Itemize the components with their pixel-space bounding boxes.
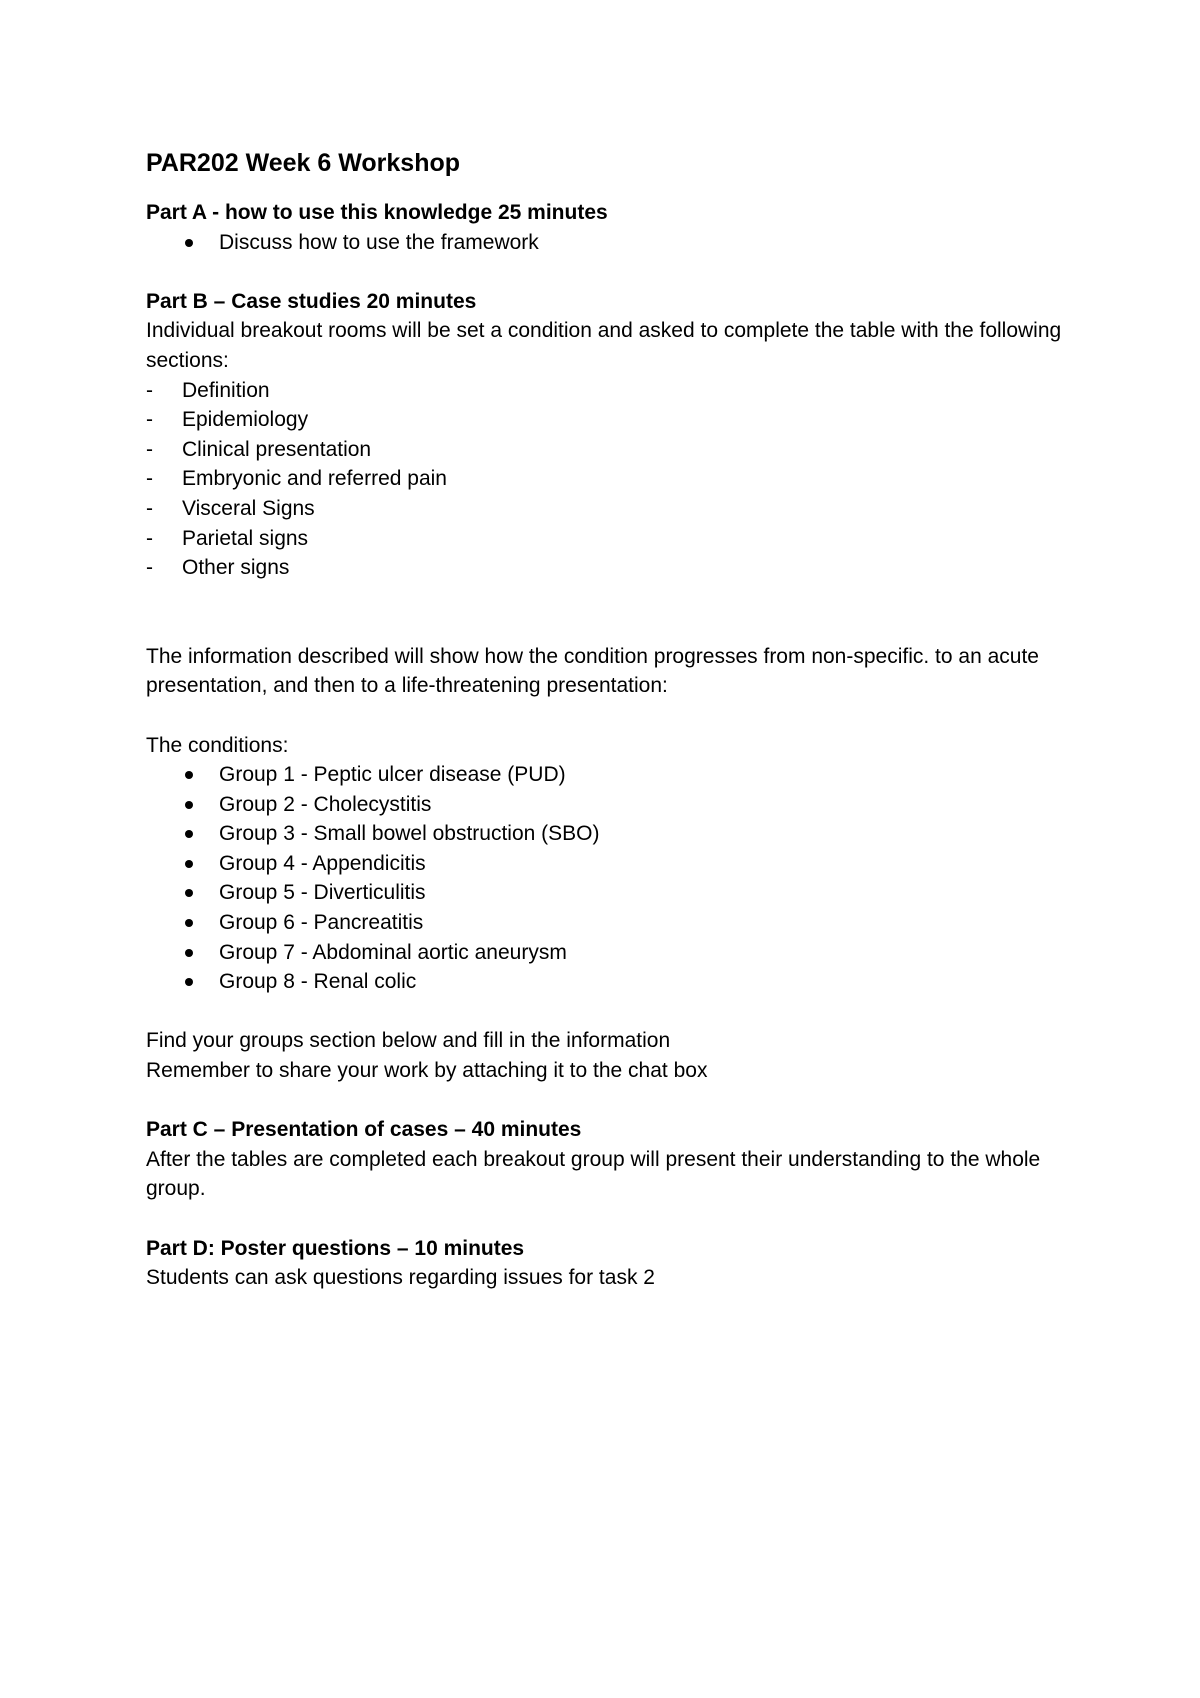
- dash-icon: -: [146, 556, 153, 580]
- list-item: - Definition: [146, 376, 1076, 406]
- dash-icon: -: [146, 378, 153, 402]
- bullet-icon: [185, 830, 193, 838]
- list-item: Group 5 - Diverticulitis: [146, 878, 1076, 908]
- share-text: Remember to share your work by attaching it to the chat box: [146, 1059, 708, 1083]
- bullet-icon: [185, 801, 193, 809]
- list-item: Group 8 - Renal colic: [146, 967, 1076, 997]
- part-c-text: After the tables are completed each breakout group will present their understanding to the whole group.: [146, 1147, 1041, 1201]
- list-item: Discuss how to use the framework: [146, 228, 1076, 258]
- bullet-icon: [185, 771, 193, 779]
- progression-text: The information described will show how the condition progresses from non-specific. to an acute presentation, and then to a life-threatening presentation:: [146, 644, 1039, 698]
- part-b-intro: Individual breakout rooms will be set a condition and asked to complete the table with the following sections:: [146, 319, 1062, 372]
- list-item: - Other signs: [146, 553, 1076, 583]
- dash-icon: -: [146, 467, 153, 491]
- list-item: Group 1 - Peptic ulcer disease (PUD): [146, 760, 1076, 790]
- find-text: Find your groups section below and fill in the information: [146, 1029, 671, 1053]
- bullet-icon: [185, 919, 193, 927]
- list-item: - Embryonic and referred pain: [146, 464, 1076, 494]
- conditions-list: [146, 760, 1076, 997]
- list-item: Group 6 - Pancreatitis: [146, 908, 1076, 938]
- list-item: - Parietal signs: [146, 524, 1076, 554]
- bullet-icon: [185, 860, 193, 868]
- bullet-icon: [185, 239, 193, 247]
- list-item: Group 2 - Cholecystitis: [146, 790, 1076, 820]
- part-a-heading: Part A - how to use this knowledge 25 minutes: [146, 201, 608, 224]
- sections-list: [146, 376, 1076, 583]
- part-a-list: [146, 228, 1076, 258]
- dash-icon: -: [146, 496, 153, 520]
- dash-icon: -: [146, 526, 153, 550]
- part-b-heading: Part B – Case studies 20 minutes: [146, 289, 477, 313]
- list-item: - Epidemiology: [146, 405, 1076, 435]
- list-item: Group 3 - Small bowel obstruction (SBO): [146, 819, 1076, 849]
- list-item: Group 4 - Appendicitis: [146, 849, 1076, 879]
- part-d-heading: Part D: Poster questions – 10 minutes: [146, 1236, 525, 1260]
- dash-icon: -: [146, 437, 153, 461]
- bullet-icon: [185, 889, 193, 897]
- conditions-heading: The conditions:: [146, 733, 289, 757]
- list-item: - Visceral Signs: [146, 494, 1076, 524]
- list-item: Group 7 - Abdominal aortic aneurysm: [146, 938, 1076, 968]
- dash-icon: -: [146, 408, 153, 432]
- part-c-heading: Part C – Presentation of cases – 40 minutes: [146, 1118, 582, 1142]
- document-title: PAR202 Week 6 Workshop: [146, 149, 461, 177]
- bullet-icon: [185, 949, 193, 957]
- part-d-text: Students can ask questions regarding issues for task 2: [146, 1266, 655, 1290]
- bullet-icon: [185, 978, 193, 986]
- list-item: - Clinical presentation: [146, 435, 1076, 465]
- document-page: [146, 146, 1076, 1293]
